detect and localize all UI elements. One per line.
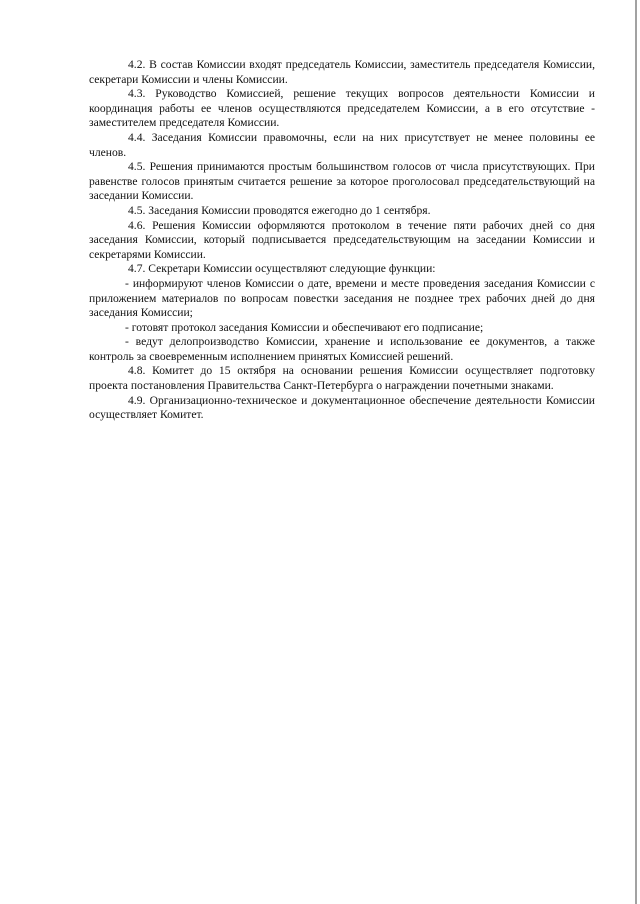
paragraph-4-9: 4.9. Организационно-техническое и документационное обеспечение деятельности Комиссии осуществляет Комитет. [89,393,595,422]
paragraph-4-7: 4.7. Секретари Комиссии осуществляют следующие функции: [128,262,436,276]
paragraph-4-2: 4.2. В состав Комиссии входят председатель Комиссии, заместитель председателя Комиссии, секретари Комиссии и члены Комиссии. [89,58,595,86]
paragraph-4-3: 4.3. Руководство Комиссией, решение текущих вопросов деятельности Комиссии и координация работы ее членов осуществляются председателем Комиссии, а в его отсутствие - заместителем председателя Комиссии. [89,87,595,130]
paragraph-4-6: 4.6. Решения Комиссии оформляются протоколом в течение пяти рабочих дней со дня заседания Комиссии, который подписывается председательствующим на заседании Комиссии и секретарями Комиссии. [89,218,595,261]
paragraph-4-4: 4.4. Заседания Комиссии правомочны, если на них присутствует не менее половины ее членов. [89,130,595,159]
scan-edge-line [635,0,637,904]
document-body [89,58,595,423]
paragraph-4-5-meetings: 4.5. Заседания Комиссии проводятся ежегодно до 1 сентября. [128,203,431,217]
paragraph-4-5-voting: 4.5. Решения принимаются простым большинством голосов от числа присутствующих. При равенстве голосов принятым считается решение за которое проголосовал председательствующий на заседании Комиссии. [89,160,595,203]
list-item-protocol: - готовят протокол заседания Комиссии и обеспечивают его подписание; [125,320,484,334]
paragraph-4-8: 4.8. Комитет до 15 октября на основании решения Комиссии осуществляет подготовку проекта постановления Правительства Санкт-Петербурга о награждении почетными знаками. [89,364,595,393]
list-item-inform: - информируют членов Комиссии о дате, времени и месте проведения заседания Комиссии с приложением материалов по вопросам повестки заседания не позднее трех рабочих дней до дня заседания Комиссии; [89,276,595,320]
list-item-records: - ведут делопроизводство Комиссии, хранение и использование ее документов, а также контроль за своевременным исполнением принятых Комиссией решений. [89,335,595,363]
